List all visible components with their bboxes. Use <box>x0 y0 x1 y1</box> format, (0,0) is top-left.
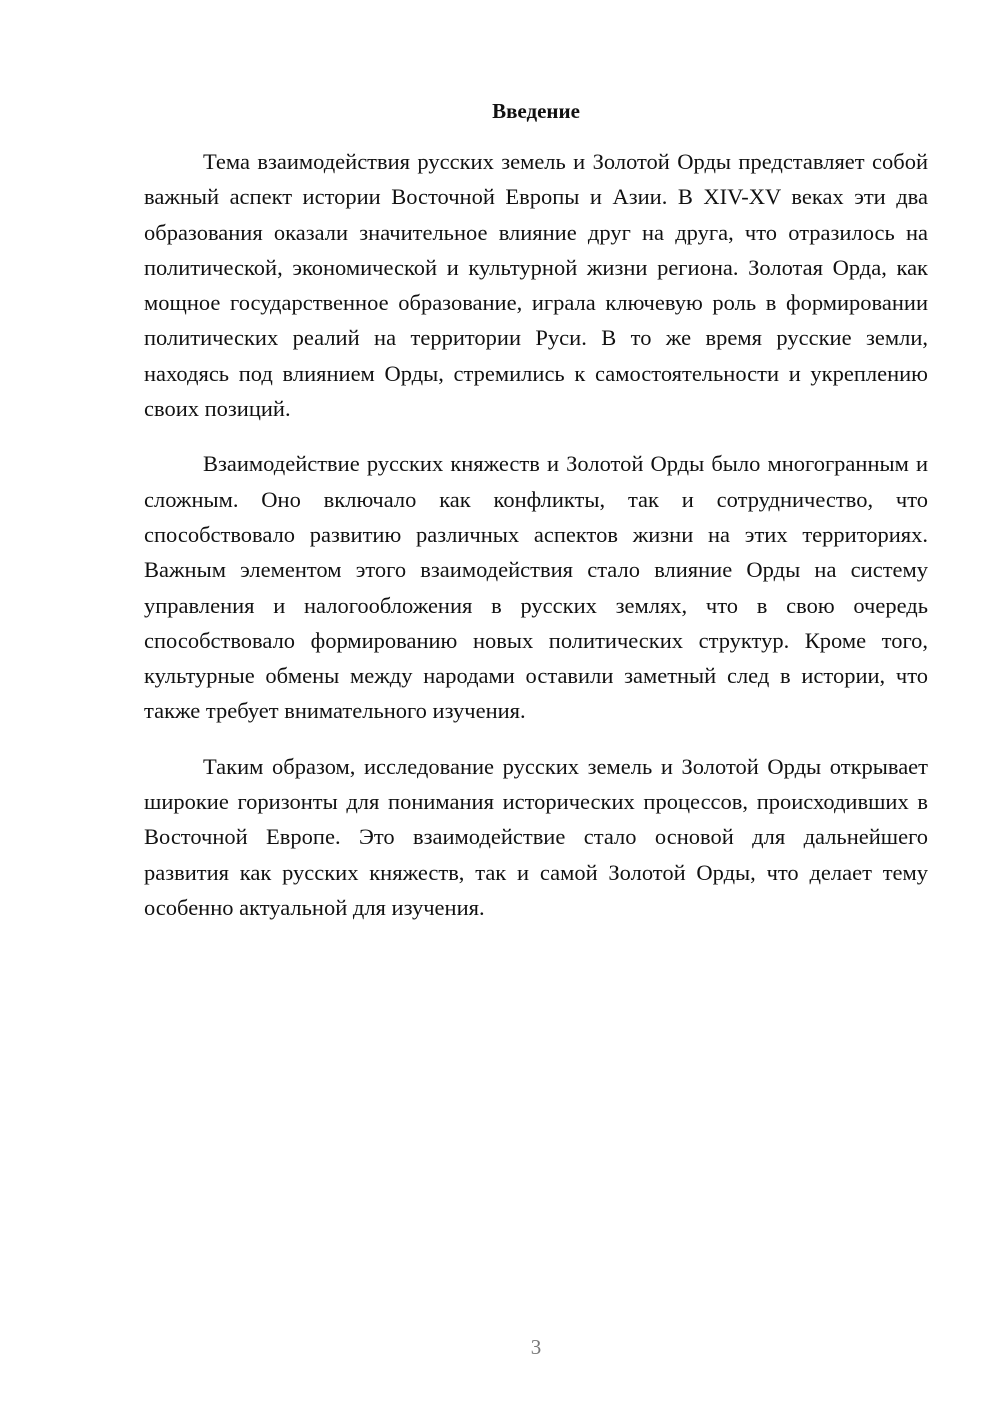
paragraph-2: Взаимодействие русских княжеств и Золотой Орды было многогранным и сложным. Оно включало как конфликты, так и сотрудничество, что способствовало развитию различных аспектов жизни на этих территориях. Важным элементом этого взаимодействия стало влияние Орды на систему управления и налогообложения в русских землях, что в свою очередь способствовало формированию новых политических структур. Кроме того, культурные обмены между народами оставили заметный след в истории, что также требует внимательного изучения. <box>144 451 928 724</box>
section-title: Введение <box>492 99 580 123</box>
paragraph-3: Таким образом, исследование русских земель и Золотой Орды открывает широкие горизонты для понимания исторических процессов, происходивших в Восточной Европе. Это взаимодействие стало основой для дальнейшего развития как русских княжеств, так и самой Золотой Орды, что делает тему особенно актуальной для изучения. <box>144 753 928 920</box>
page-number: 3 <box>530 1335 542 1359</box>
body-text <box>144 144 928 925</box>
paragraph-1: Тема взаимодействия русских земель и Золотой Орды представляет собой важный аспект истории Восточной Европы и Азии. В XIV-XV веках эти два образования оказали значительное влияние друг на друга, что отразилось на политической, экономической и культурной жизни региона. Золотая Орда, как мощное государственное образование, играла ключевую роль в формировании политических реалий на территории Руси. В то же время русские земли, находясь под влиянием Орды, стремились к самостоятельности и укреплению своих позиций. <box>144 149 928 422</box>
